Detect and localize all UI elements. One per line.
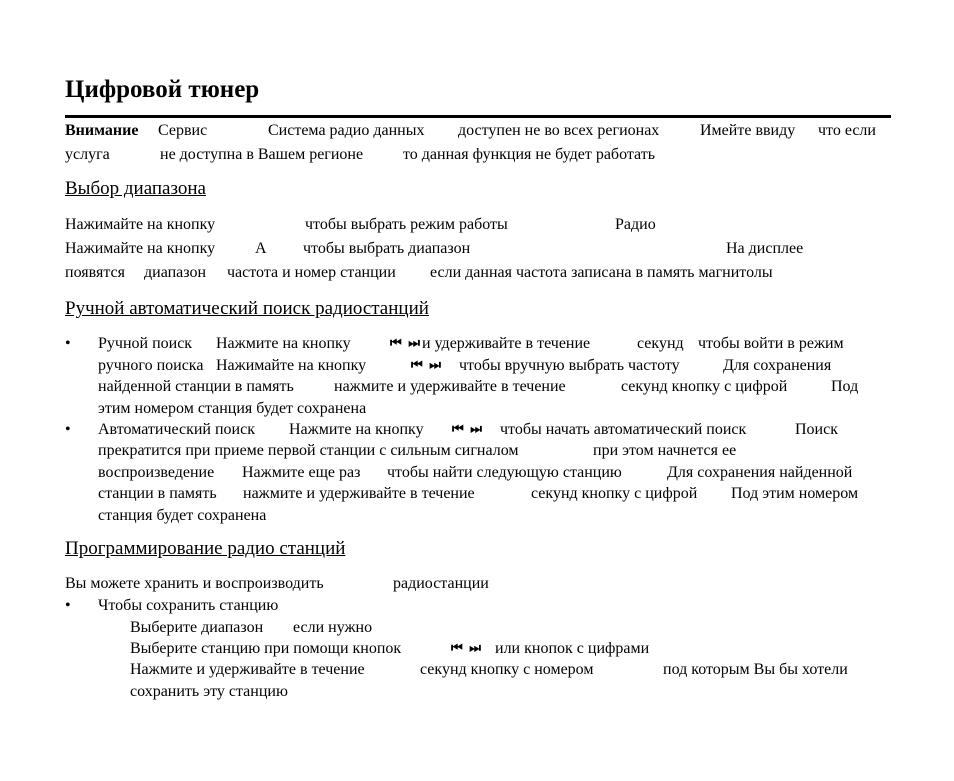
text-segment: ручного поиска bbox=[98, 357, 204, 374]
text-segment: этим номером станция будет сохранена bbox=[98, 400, 367, 417]
text-segment: A bbox=[255, 240, 267, 257]
text-segment: Радио bbox=[615, 216, 656, 233]
text-segment: На дисплее bbox=[726, 240, 804, 257]
text-segment: Вы можете хранить и воспроизводить bbox=[65, 575, 324, 592]
text-segment: Нажмите на кнопку bbox=[216, 335, 351, 352]
title-divider bbox=[65, 115, 891, 118]
text-segment: услуга bbox=[65, 146, 110, 163]
text-segment: частота и номер станции bbox=[227, 264, 396, 281]
text-segment: не доступна в Вашем регионе bbox=[160, 146, 364, 163]
section-heading-band: Выбор диапазона bbox=[65, 178, 206, 199]
text-segment: секунд кнопку с цифрой bbox=[621, 378, 788, 395]
document-page bbox=[65, 0, 891, 781]
text-segment: секунд bbox=[637, 335, 684, 352]
text-segment: Нажимайте на кнопку bbox=[216, 357, 367, 374]
text-segment: секунд кнопку с цифрой bbox=[531, 485, 698, 502]
text-segment: станция будет сохранена bbox=[98, 507, 267, 524]
text-segment: Для сохранения найденной bbox=[667, 464, 853, 481]
section-heading-search: Ручной автоматический поиск радиостанций bbox=[65, 298, 429, 319]
text-segment: Выберите станцию при помощи кнопок bbox=[130, 640, 402, 657]
text-segment: найденной станции в память bbox=[98, 378, 294, 395]
text-segment: диапазон bbox=[144, 264, 207, 281]
text-segment: чтобы войти в режим bbox=[698, 335, 844, 352]
text-segment: Под этим номером bbox=[731, 485, 859, 502]
text-segment: если данная частота записана в память магнитолы bbox=[430, 264, 773, 281]
text-segment: воспроизведение bbox=[98, 464, 215, 481]
text-segment: Для сохранения bbox=[723, 357, 832, 374]
text-segment: или кнопок с цифрами bbox=[495, 640, 650, 657]
text-segment: Нажмите на кнопку bbox=[289, 421, 424, 438]
text-segment: Система радио данных bbox=[268, 122, 425, 139]
text-segment: то данная функция не будет работать bbox=[403, 146, 656, 163]
text-segment: Выберите диапазон bbox=[130, 619, 264, 636]
text-segment: чтобы выбрать режим работы bbox=[305, 216, 508, 233]
bullet-marker: • bbox=[65, 597, 71, 614]
text-segment: Нажимайте на кнопку bbox=[65, 216, 216, 233]
text-segment: чтобы выбрать диапазон bbox=[303, 240, 471, 257]
text-segment: нажмите и удерживайте в течение bbox=[334, 378, 566, 395]
text-segment: чтобы начать автоматический поиск bbox=[500, 421, 747, 438]
text-segment: Имейте ввиду bbox=[700, 122, 796, 139]
text-segment: секунд кнопку с номером bbox=[420, 661, 594, 678]
text-segment: Сервис bbox=[158, 122, 208, 139]
text-segment: прекратится при приеме первой станции с сильным сигналом bbox=[98, 442, 519, 459]
text-segment: Нажимайте на кнопку bbox=[65, 240, 216, 257]
attention-label: Внимание bbox=[65, 122, 139, 139]
text-segment: станции в память bbox=[98, 485, 217, 502]
page-title: Цифровой тюнер bbox=[65, 76, 260, 103]
text-segment: Поиск bbox=[795, 421, 838, 438]
text-segment: появятся bbox=[65, 264, 125, 281]
text-segment: и удерживайте в течение bbox=[422, 335, 591, 352]
seek-buttons-icon: ⏮ ⏭ bbox=[411, 358, 442, 373]
text-segment: чтобы найти следующую станцию bbox=[387, 464, 622, 481]
bullet-marker: • bbox=[65, 335, 71, 352]
text-segment: что если bbox=[818, 122, 876, 139]
seek-buttons-icon: ⏮ ⏭ bbox=[451, 641, 482, 656]
seek-buttons-icon: ⏮ ⏭ bbox=[390, 336, 421, 351]
text-segment: Чтобы сохранить станцию bbox=[98, 597, 279, 614]
text-segment: Под bbox=[831, 378, 859, 395]
text-segment: Нажмите и удерживайте в течение bbox=[130, 661, 365, 678]
bullet-marker: • bbox=[65, 421, 71, 438]
text-segment: под которым Вы бы хотели bbox=[663, 661, 848, 678]
text-segment: чтобы вручную выбрать частоту bbox=[459, 357, 680, 374]
text-segment: доступен не во всех регионах bbox=[458, 122, 660, 139]
text-segment: нажмите и удерживайте в течение bbox=[243, 485, 475, 502]
text-segment: Ручной поиск bbox=[98, 335, 193, 352]
text-segment: сохранить эту станцию bbox=[130, 683, 288, 700]
text-segment: при этом начнется ее bbox=[593, 442, 737, 459]
text-segment: если нужно bbox=[293, 619, 373, 636]
text-segment: Нажмите еще раз bbox=[242, 464, 361, 481]
text-segment: Автоматический поиск bbox=[98, 421, 255, 438]
section-heading-programming: Программирование радио станций bbox=[65, 538, 346, 559]
text-segment: радиостанции bbox=[393, 575, 489, 592]
seek-buttons-icon: ⏮ ⏭ bbox=[452, 422, 483, 437]
